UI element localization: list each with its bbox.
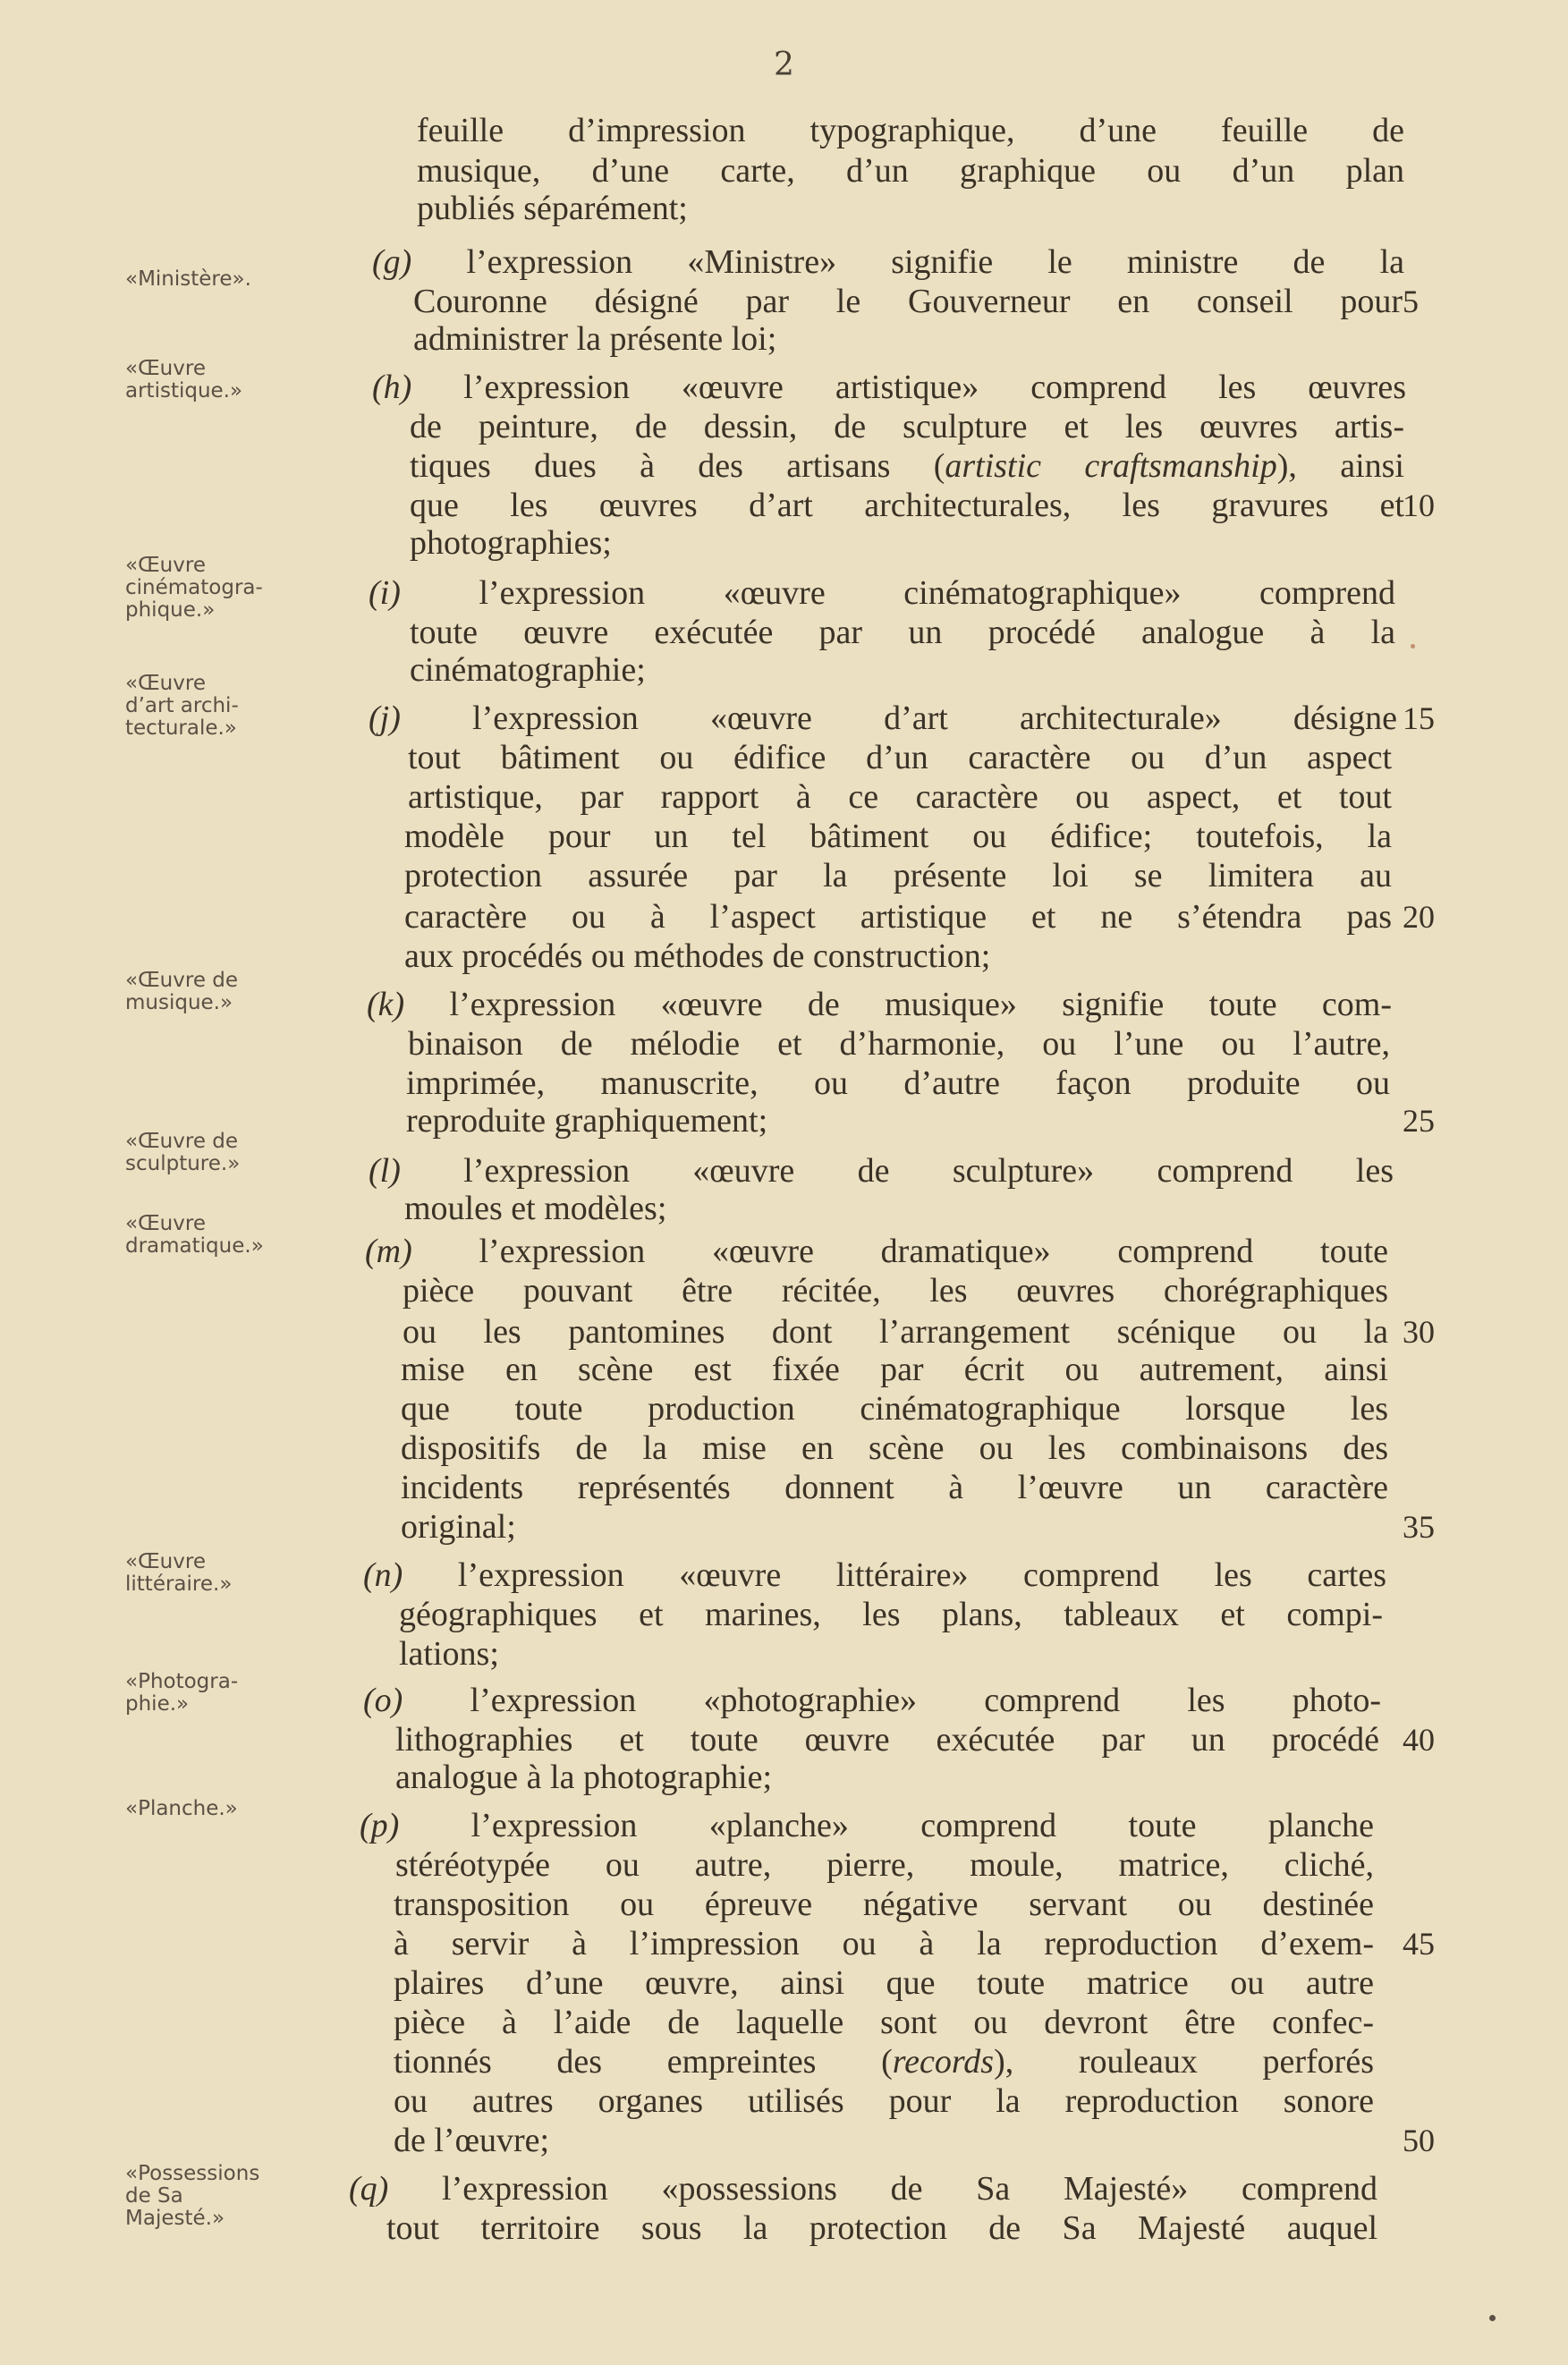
text-line [404,937,990,975]
text-line [406,1064,1390,1102]
text-line [395,1759,772,1796]
text-line [394,2043,1374,2081]
line-number: 45 [1403,1926,1435,1962]
line-text: l’expression «œuvre dramatique» comprend toute [411,1233,1388,1270]
line-number: 10 [1403,487,1435,523]
clause-label: (i) [369,574,401,612]
line-text: mise en scène est fixée par écrit ou autrement, ainsi [401,1351,1388,1388]
line-number: 40 [1403,1722,1435,1758]
emphasis-term: artistic craftsmanship [945,447,1277,485]
line-number: 30 [1403,1314,1435,1350]
line-text: photographies; [410,524,612,562]
line-text: feuille d’impression typographique, d’une feuille de [417,112,1404,149]
margin-note: «Œuvre cinématogra- phique.» [125,554,263,622]
line-text: incidents représentés donnent à l’œuvre un caractère [401,1469,1388,1506]
line-text: dispositifs de la mise en scène ou les combinaisons des [401,1429,1388,1467]
text-line [349,2170,1377,2208]
text-line [401,1351,1388,1388]
text-line [394,2082,1374,2120]
text-line [394,2004,1374,2041]
margin-note: «Possessions de Sa Majesté.» [125,2162,260,2230]
line-text: reproduite graphiquement; [406,1102,768,1140]
text-line [386,2209,1377,2247]
line-text: tionnés des empreintes ( [394,2043,893,2081]
text-line [399,1596,1383,1633]
line-text: administrer la présente loi; [413,320,777,358]
line-text: ou autres organes utilisés pour la reproduction sonore [394,2082,1374,2120]
line-text: imprimée, manuscrite, ou d’autre façon produite ou [406,1064,1390,1102]
text-line [410,614,1395,651]
text-line [399,1635,499,1673]
text-line [408,778,1392,816]
text-line [410,447,1404,485]
text-line [403,1272,1388,1310]
text-line [395,1721,1379,1759]
text-line [394,2122,549,2159]
text-line [410,408,1404,445]
text-line [401,1429,1388,1467]
line-text: stéréotypée ou autre, pierre, moule, matrice, cliché, [395,1846,1374,1884]
text-line [417,112,1404,149]
margin-note: «Œuvre de sculpture.» [125,1130,241,1175]
clause-label: (o) [363,1682,403,1719]
line-text: toute œuvre exécutée par un procédé analogue à la [410,614,1395,651]
clause-label: (l) [369,1152,401,1190]
line-text: ou les pantomines dont l’arrangement scénique ou la [403,1313,1388,1351]
line-text: de l’œuvre; [394,2122,550,2159]
text-line [401,1508,516,1546]
text-line [372,369,1406,406]
clause-label: (q) [349,2170,389,2208]
margin-note: «Œuvre de musique.» [125,969,239,1014]
line-text: plaires d’une œuvre, ainsi que toute matrice ou autre [394,1964,1374,2002]
line-text: l’expression «œuvre de musique» signifie toute com- [404,986,1392,1023]
line-text: lithographies et toute œuvre exécutée par un procédé [395,1721,1379,1759]
line-text: ), ainsi [1276,447,1404,485]
margin-note: «Œuvre dramatique.» [125,1212,264,1258]
line-text: l’expression «photographie» comprend les photo- [403,1682,1381,1719]
line-text: Couronne désigné par le Gouverneur en conseil pour [413,283,1403,320]
margin-note: «Œuvre d’art archi- tecturale.» [125,672,239,740]
ink-speck [1489,2315,1496,2321]
line-text: modèle pour un tel bâtiment ou édifice; toutefois, la [404,818,1392,855]
line-text: protection assurée par la présente loi se limitera au [404,857,1392,894]
text-line [360,1807,1374,1844]
page-number: 2 [774,47,794,83]
line-text: binaison de mélodie et d’harmonie, ou l’une ou l’autre, [408,1025,1390,1063]
text-line [413,320,776,358]
text-line [401,1390,1388,1428]
clause-label: (g) [372,243,412,281]
line-text: aux procédés ou méthodes de construction; [404,937,991,975]
line-text: analogue à la photographie; [395,1759,773,1796]
line-text: transposition ou épreuve négative servant ou destinée [394,1886,1374,1923]
text-line [404,857,1392,894]
line-text: cinématographie; [410,651,646,689]
line-text: pièce pouvant être récitée, les œuvres chorégraphiques [403,1272,1388,1310]
line-text: de peinture, de dessin, de sculpture et les œuvres artis- [410,408,1404,445]
margin-note: «Photogra- phie.» [125,1670,239,1716]
text-line [394,1964,1374,2002]
text-line [410,487,1404,524]
line-text: l’expression «œuvre de sculpture» comprend les [400,1152,1394,1190]
line-text: l’expression «Ministre» signifie le ministre de la [411,243,1404,281]
text-line [367,986,1392,1023]
text-line [408,739,1392,776]
line-text: l’expression «planche» comprend toute planche [399,1807,1374,1844]
text-line [394,1925,1374,1962]
text-line [410,524,612,562]
line-number: 50 [1403,2123,1435,2158]
text-line [372,243,1404,281]
ink-speck [1411,644,1415,648]
text-line [363,1682,1381,1719]
text-line [369,1152,1394,1190]
line-text: pièce à l’aide de laquelle sont ou devront être confec- [394,2004,1374,2041]
text-line [369,574,1395,612]
text-line [404,1190,666,1227]
line-text: lations; [399,1635,499,1673]
line-text: moules et modèles; [404,1190,667,1227]
line-text: l’expression «œuvre cinématographique» comprend [400,574,1395,612]
line-text: que toute production cinématographique lorsque les [401,1390,1388,1428]
line-text: musique, d’une carte, d’un graphique ou d’un plan [417,152,1404,190]
text-line [404,818,1392,855]
line-text: original; [401,1508,516,1546]
text-line [417,152,1404,190]
text-line [401,1469,1388,1506]
line-text: à servir à l’impression ou à la reproduction d’exem- [394,1925,1374,1962]
line-number: 5 [1403,284,1419,319]
line-text: tout territoire sous la protection de Sa Majesté auquel [386,2209,1377,2247]
text-line [406,1102,767,1140]
line-text: l’expression «œuvre littéraire» comprend les cartes [403,1556,1386,1594]
text-line [394,1886,1374,1923]
text-line [395,1846,1374,1884]
line-number: 35 [1403,1509,1435,1545]
emphasis-term: records [892,2043,995,2081]
text-line [363,1556,1386,1594]
line-number: 15 [1403,700,1435,736]
line-number: 20 [1403,899,1435,935]
text-line [365,1233,1388,1270]
text-line [369,699,1397,737]
line-text: tout bâtiment ou édifice d’un caractère ou d’un aspect [408,739,1392,776]
text-line [404,898,1392,936]
line-number: 25 [1403,1103,1435,1139]
text-line [417,190,688,227]
line-text: artistique, par rapport à ce caractère ou aspect, et tout [408,778,1392,816]
margin-note: «Œuvre littéraire.» [125,1550,233,1596]
clause-label: (n) [363,1556,403,1594]
clause-label: (j) [369,699,401,737]
margin-note: «Planche.» [125,1797,238,1820]
text-line [408,1025,1390,1063]
clause-label: (m) [365,1233,412,1270]
line-text: caractère ou à l’aspect artistique et ne s’étendra pas [404,898,1392,936]
line-text: publiés séparément; [417,190,688,227]
line-text: l’expression «œuvre d’art architecturale» désigne [400,699,1397,737]
margin-note: «Œuvre artistique.» [125,357,243,403]
line-text: l’expression «possessions de Sa Majesté» comprend [388,2170,1377,2208]
text-line [413,283,1403,320]
line-text: géographiques et marines, les plans, tableaux et compi- [399,1596,1383,1633]
line-text: que les œuvres d’art architecturales, les gravures et [410,487,1404,524]
margin-note: «Ministère». [125,267,251,291]
text-line [410,651,646,689]
clause-label: (k) [367,986,405,1023]
clause-label: (p) [360,1807,400,1844]
text-line [403,1313,1388,1351]
line-text: tiques dues à des artisans ( [410,447,945,485]
line-text: ), rouleaux perforés [994,2043,1374,2081]
clause-label: (h) [372,369,412,406]
line-text: l’expression «œuvre artistique» comprend les œuvres [411,369,1406,406]
